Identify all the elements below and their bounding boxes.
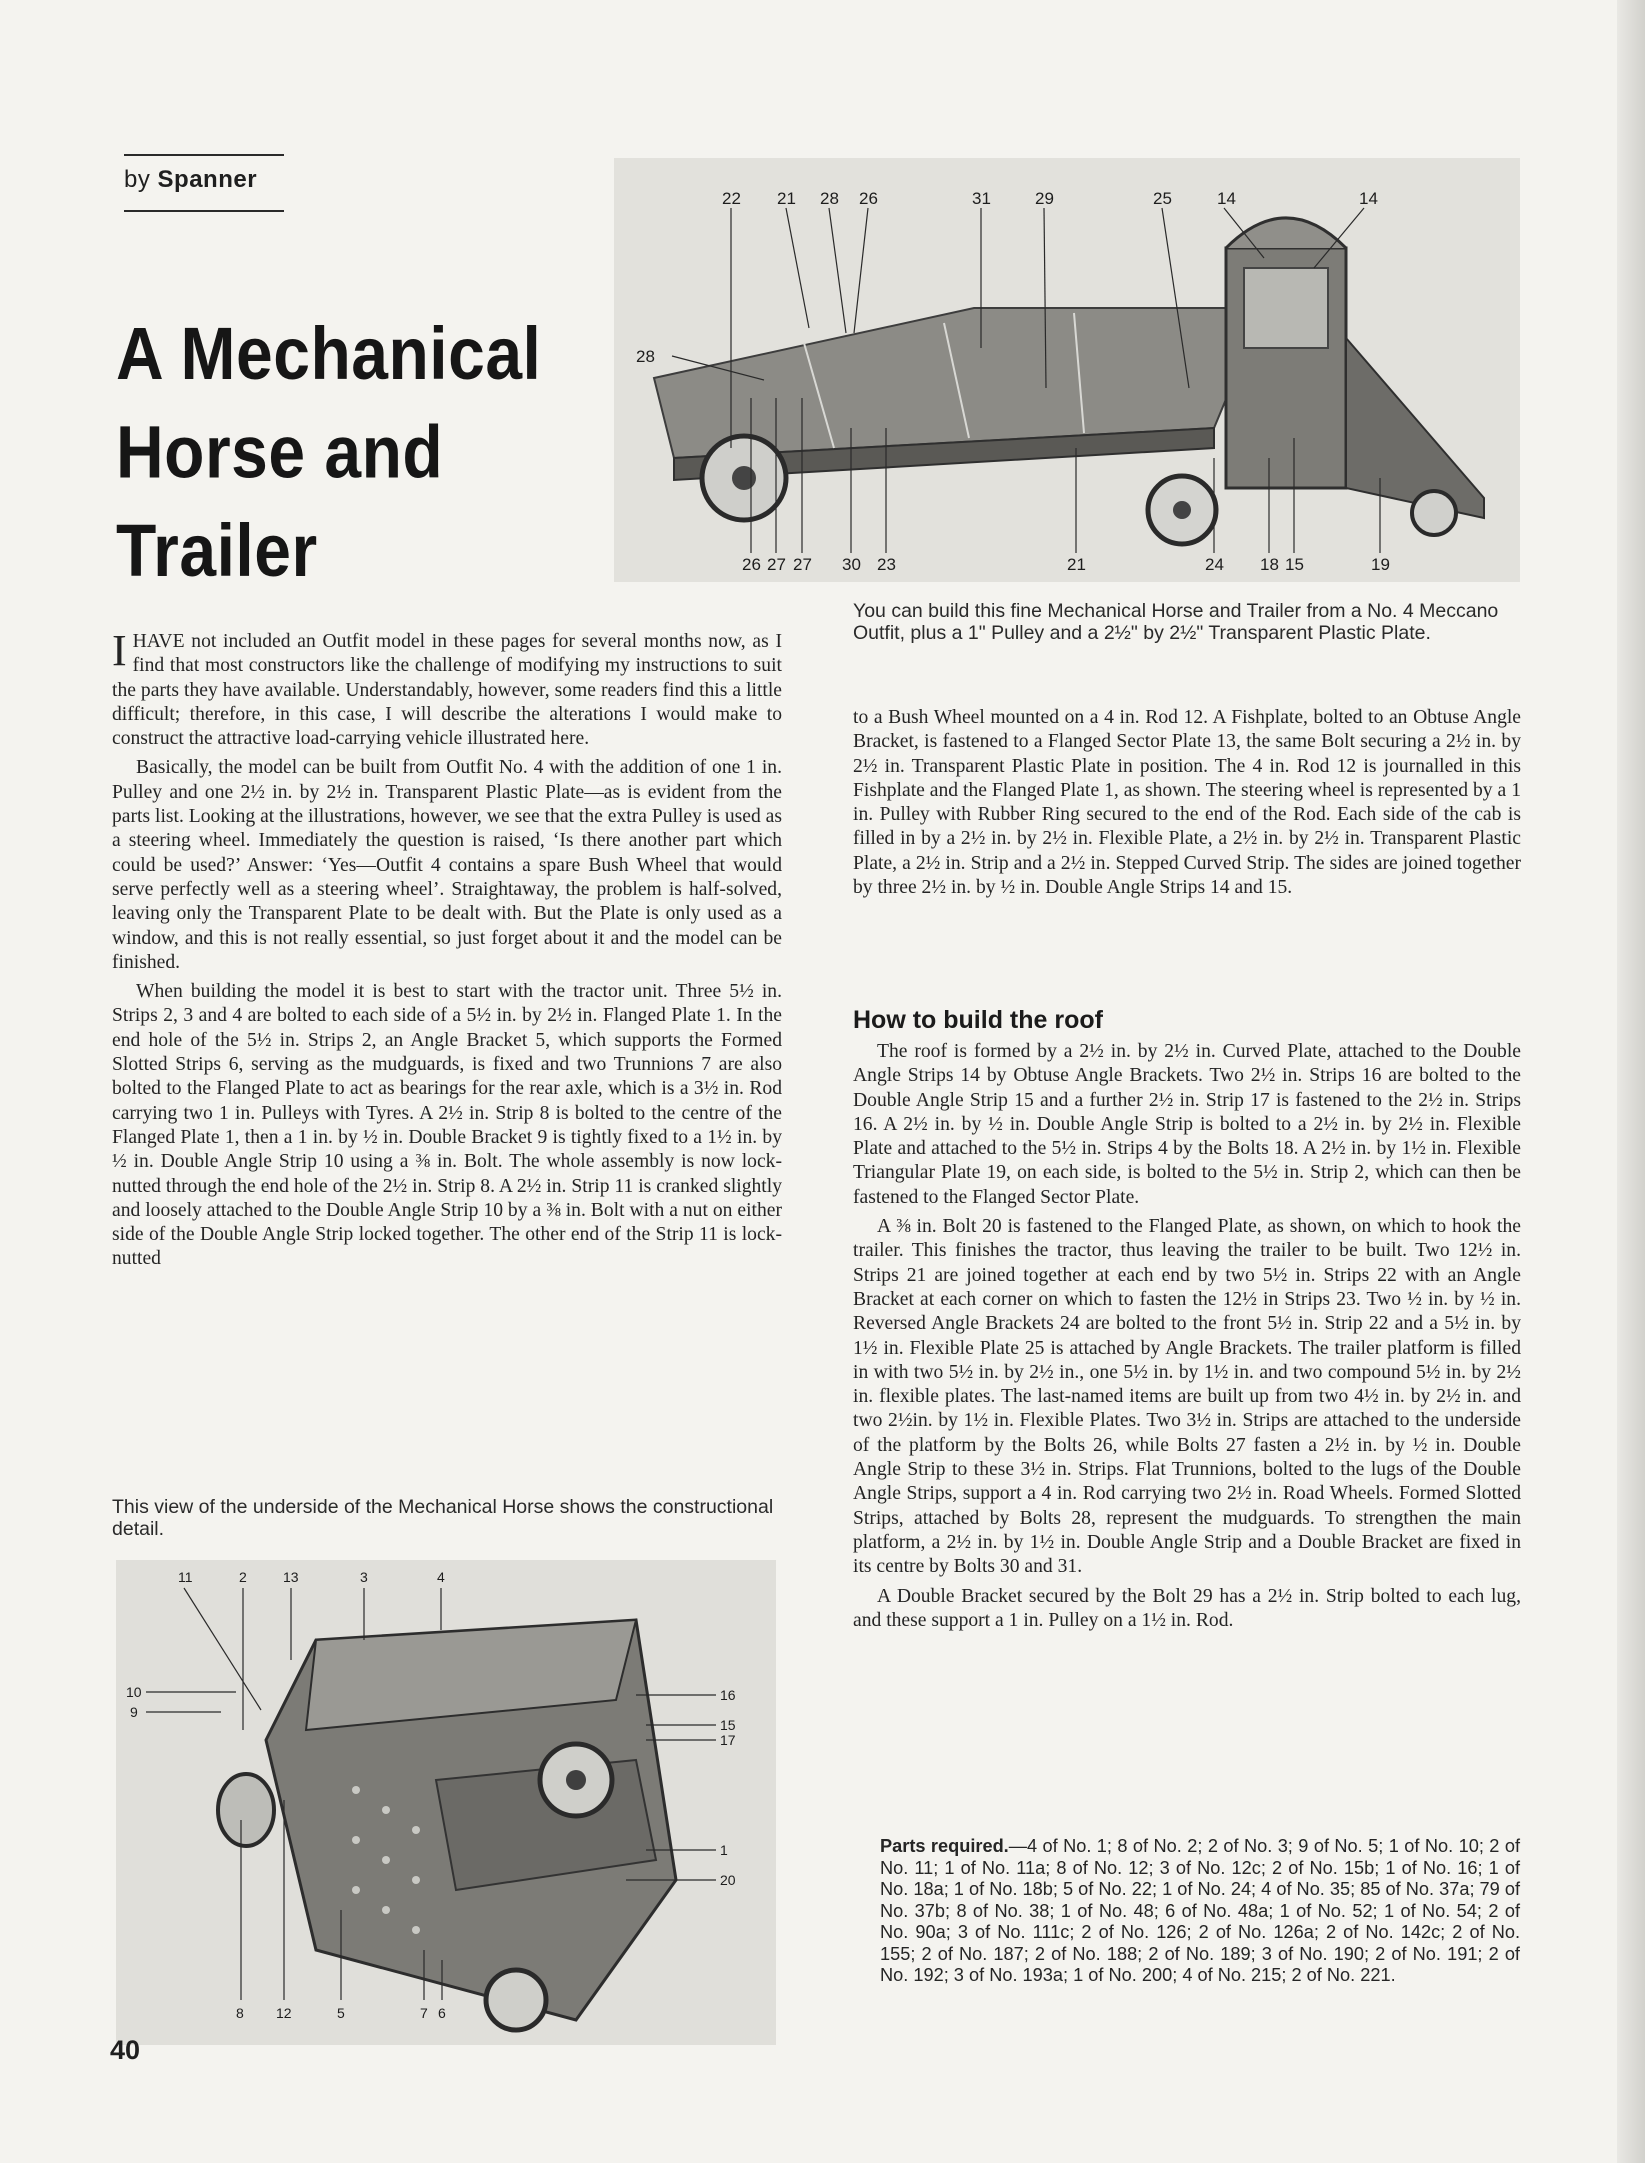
left-column: [112, 626, 782, 1277]
callout-bottom-2: 27: [767, 555, 786, 574]
callout-bottom-4: 30: [842, 555, 861, 574]
under-callout-top-2: 2: [239, 1569, 247, 1585]
callout-top-8: 14: [1217, 189, 1236, 208]
left-paragraph-2: Basically, the model can be built from Outfit No. 4 with the addition of one 1 in. Pulley and one 2½ in. by 2½ in. Transparent Plastic Plate—as is evident from the parts list. Looking at the illustrations, however, we see that the extra Pulley is used as a steering wheel. Immediately the question is raised, ‘Is there another part which could be used?’ Answer: ‘Yes—Outfit 4 contains a spare Bush Wheel that would serve perfectly well as a steering wheel’. Straightaway, the problem is half-solved, leaving only the Transparent Plate to be dealt with. But the Plate is only used as a window, and this is not really essential, so just forget about it and the model can be finished.: [112, 757, 782, 973]
trailer-illustration: [614, 158, 1520, 582]
callout-top-7: 25: [1153, 189, 1172, 208]
left-paragraph-3: When building the model it is best to start with the tractor unit. Three 5½ in. Strips 2, 3 and 4 are bolted to each side of a 5½ in. by 2½ in. Flanged Plate 1. In the end hole of the 5½ in. Strips 2, an Angle Bracket 5, which supports the Formed Slotted Strips 6, serving as the mudguards, is fixed and two Trunnions 7 are also bolted to the Flanged Plate to act as bearings for the rear axle, which is a 3½ in. Rod carrying two 1 in. Pulleys with Tyres. A 2½ in. Strip 8 is bolted to the centre of the Flanged Plate 1, then a 1 in. by ½ in. Double Bracket 9 is tightly fixed to a 1½ in. by ½ in. Double Angle Strip 10 using a ⅜ in. Bolt. The whole assembly is now lock-nutted through the end hole of the 2½ in. Strip 8. A 2½ in. Strip 11 is cranked slightly and loosely attached to the Double Angle Strip 10 by a ⅜ in. Bolt with a nut on either side of the Double Angle Strip locked together. The other end of the Strip 11 is lock-nutted: [112, 981, 782, 1270]
byline-rule-bottom: [124, 210, 284, 212]
under-callout-left-2: 9: [130, 1704, 138, 1720]
underside-photo: [116, 1560, 776, 2045]
page-edge-shadow: [1617, 0, 1645, 2163]
left-paragraph-1-text: HAVE not included an Outfit model in these pages for several months now, as I find that most constructors like the challenge of modifying my instructions to suit the parts they have available. Understandably, however, some readers find this a little difficult; therefore, in this case, I will describe the alterations I would make to construct the attractive load-carrying vehicle illustrated here.: [112, 631, 782, 750]
title-line-3: Trailer: [116, 508, 318, 592]
right-paragraph-4: A Double Bracket secured by the Bolt 29 has a 2½ in. Strip bolted to each lug, and these support a 1 in. Pulley on a 1½ in. Rod.: [853, 1585, 1521, 1631]
right-column: [853, 706, 1521, 905]
under-callout-right-4: 1: [720, 1842, 728, 1858]
left-paragraph-1: [112, 626, 782, 751]
section-heading-roof: How to build the roof: [853, 1006, 1103, 1034]
callout-bottom-5: 23: [877, 555, 896, 574]
callout-bottom-1: 26: [742, 555, 761, 574]
under-callout-bottom-2: 12: [276, 2005, 292, 2021]
caption-bottom: This view of the underside of the Mechanical Horse shows the constructional detail.: [112, 1496, 774, 1540]
callout-left: 28: [636, 347, 655, 366]
under-callout-top-3: 13: [283, 1569, 299, 1585]
under-callout-left-1: 10: [126, 1684, 142, 1700]
right-column-continued: [853, 1040, 1521, 1638]
right-paragraph-3: A ⅜ in. Bolt 20 is fastened to the Flanged Plate, as shown, on which to hook the trailer. This finishes the tractor, thus leaving the trailer to be built. Two 12½ in. Strips 21 are joined together at each end by two 5½ in. Strips 22 with an Angle Bracket at each corner on which to fasten the 12½ in Strips 23. Two ½ in. by ½ in. Reversed Angle Brackets 24 are bolted to the front 5½ in. Strip 22 and a 5½ in. by 1½ in. Flexible Plate 25 is attached by Angle Brackets. The trailer platform is filled in with two 5½ in. by 2½ in., one 5½ in. by 1½ in. and two compound 5½ in. by 2½ in. flexible plates. The last-named items are built up from two 4½ in. by 2½ in. and two 2½in. by 1½ in. Flexible Plates. Two 3½ in. Strips are attached to the underside of the platform by the Bolts 26, while Bolts 27 fasten a 2½ in. by ½ in. Double Angle Strip to these 3½ in. Strips. Flat Trunnions, bolted to the lugs of the Double Angle Strips, support a 4 in. Rod carrying two 2½ in. Road Wheels. Formed Slotted Strips, attached by Bolts 28, represent the mudguards. To strengthen the main platform, a 2½ in. by 1½ in. Double Angle Strip and a Double Bracket are fixed in its centre by Bolts 30 and 31.: [853, 1216, 1521, 1578]
callout-top-6: 29: [1035, 189, 1054, 208]
under-callout-top-5: 4: [437, 1569, 445, 1585]
parts-label: Parts required.: [880, 1836, 1009, 1856]
callout-top-9: 14: [1359, 189, 1378, 208]
callout-top-1: 22: [722, 189, 741, 208]
title-line-1: A Mechanical: [116, 311, 542, 395]
callout-top-2: 21: [777, 189, 796, 208]
under-callout-bottom-4: 7: [420, 2005, 428, 2021]
callout-bottom-7: 24: [1205, 555, 1224, 574]
callout-top-5: 31: [972, 189, 991, 208]
title-line-2: Horse and: [116, 410, 444, 494]
byline-author: Spanner: [157, 166, 258, 193]
byline-rule-top: [124, 154, 284, 156]
under-callout-right-5: 20: [720, 1872, 736, 1888]
under-callout-bottom-5: 6: [438, 2005, 446, 2021]
callout-bottom-6: 21: [1067, 555, 1086, 574]
under-callout-top-1: 11: [178, 1569, 193, 1585]
under-callout-right-1: 16: [720, 1687, 736, 1703]
byline-prefix: by: [124, 166, 151, 193]
underside-illustration: [116, 1560, 776, 2045]
callout-bottom-10: 19: [1371, 555, 1390, 574]
right-paragraph-1: to a Bush Wheel mounted on a 4 in. Rod 12. A Fishplate, bolted to an Obtuse Angle Bracket, is fastened to a Flanged Sector Plate 13, the same Bolt securing a 2½ in. by 2½ in. Transparent Plastic Plate in position. The 4 in. Rod 12 is journalled in this Fishplate and the Flanged Plate 1, as shown. The steering wheel is represented by a 1 in. Pulley with Rubber Ring secured to the end of the Rod. Each side of the cab is filled in by a 2½ in. by 2½ in. Flexible Plate, a 2½ in. by 2½ in. Transparent Plastic Plate, a 2½ in. Strip and a 2½ in. Stepped Curved Strip. The sides are joined together by three 2½ in. by ½ in. Double Angle Strips 14 and 15.: [853, 707, 1521, 899]
article-title: [116, 304, 616, 600]
under-callout-bottom-1: 8: [236, 2005, 244, 2021]
under-callout-bottom-3: 5: [337, 2005, 345, 2021]
under-callout-right-2: 15: [720, 1717, 736, 1733]
callout-top-4: 26: [859, 189, 878, 208]
trailer-photo: [614, 158, 1520, 582]
right-paragraph-2: The roof is formed by a 2½ in. by 2½ in. Curved Plate, attached to the Double Angle Strips 14 by Obtuse Angle Brackets. Two 2½ in. Strips 16 are bolted to the Double Angle Strip 15 and a further 2½ in. Strip 17 is fastened to the 2½ in. Strips 16. A 2½ in. by ½ in. Double Angle Strip is bolted to a 2½ in. by 2½ in. Flexible Plate and attached to the 5½ in. Strips 4 by the Bolts 18. A 2½ in. by 1½ in. Flexible Triangular Plate 19, on each side, is bolted to the 5½ in. Strip 2, which can then be fastened to the Flanged Sector Plate.: [853, 1041, 1521, 1208]
byline: [124, 166, 257, 194]
parts-list: [880, 1836, 1520, 1987]
callout-bottom-8: 18: [1260, 555, 1279, 574]
under-callout-right-3: 17: [720, 1732, 736, 1748]
under-callout-top-4: 3: [360, 1569, 368, 1585]
callout-top-3: 28: [820, 189, 839, 208]
drop-cap: I: [112, 626, 127, 675]
parts-items: —4 of No. 1; 8 of No. 2; 2 of No. 3; 9 of No. 5; 1 of No. 10; 2 of No. 11; 1 of No. 11a; 8 of No. 12; 3 of No. 12c; 2 of No. 15b; 1 of No. 16; 1 of No. 18a; 1 of No. 18b; 5 of No. 22; 1 of No. 24; 4 of No. 35; 85 of No. 37a; 79 of No. 37b; 8 of No. 38; 1 of No. 48; 6 of No. 48a; 1 of No. 52; 1 of No. 54; 2 of No. 90a; 3 of No. 111c; 2 of No. 126; 2 of No. 126a; 2 of No. 142c; 2 of No. 155; 2 of No. 187; 2 of No. 188; 2 of No. 189; 3 of No. 190; 2 of No. 191; 2 of No. 192; 3 of No. 193a; 1 of No. 200; 4 of No. 215; 2 of No. 221.: [880, 1836, 1521, 1985]
callout-bottom-3: 27: [793, 555, 812, 574]
callout-bottom-9: 15: [1285, 555, 1304, 574]
page-number: 40: [110, 2035, 141, 2065]
caption-top: You can build this fine Mechanical Horse and Trailer from a No. 4 Meccano Outfit, plus a 1" Pulley and a 2½" by 2½" Transparent Plastic Plate.: [853, 600, 1499, 644]
